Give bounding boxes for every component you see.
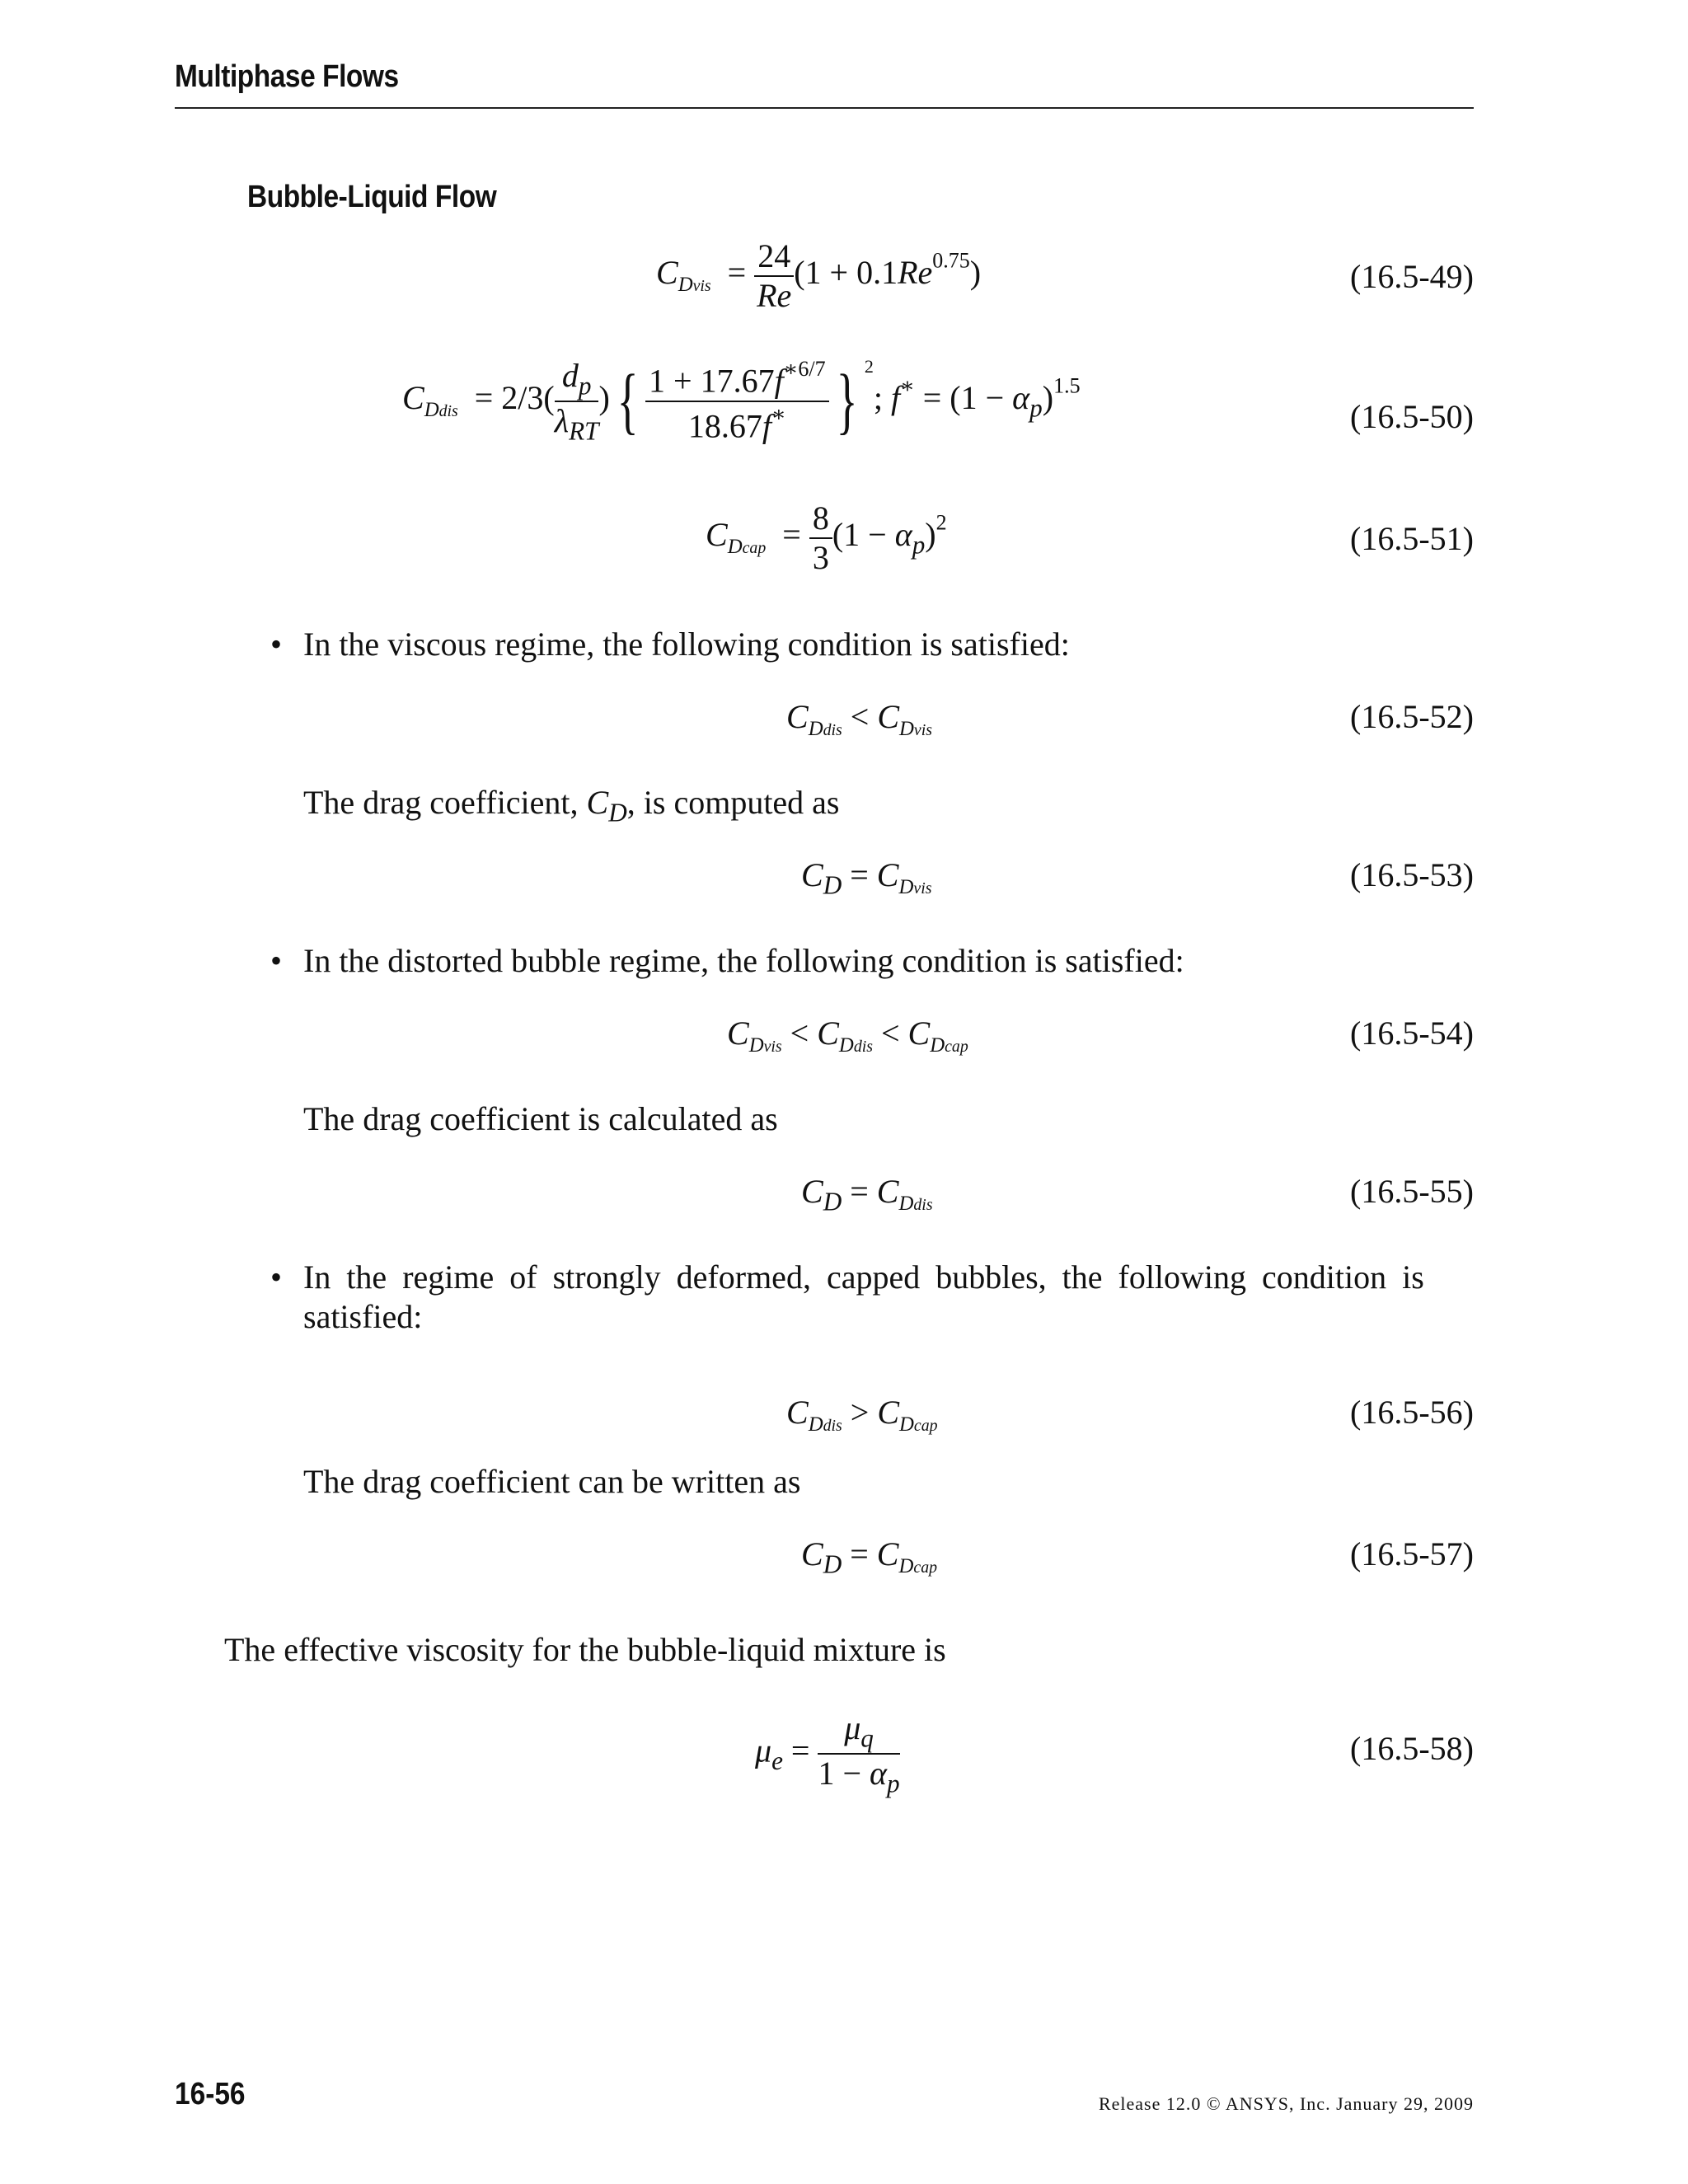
equation-cd-cap: $C_{Dcap}$ = $\frac{8}{3}$ $(1 - \alpha_p)^2$ (706, 499, 947, 576)
equation-number: (16.5-57) (1350, 1535, 1474, 1572)
page-number: 16-56 (175, 2077, 246, 2111)
equation-condition-viscous: $C_{Ddis} < C_{Dvis}$ (786, 698, 932, 740)
equation-number: (16.5-52) (1350, 698, 1474, 735)
bullet-marker: • (270, 626, 283, 663)
bullet-text: In the regime of strongly deformed, capped bubbles, the following condition is (303, 1258, 1424, 1296)
bullet-text: In the distorted bubble regime, the following condition is satisfied: (303, 942, 1184, 979)
bullet-marker: • (270, 1258, 283, 1296)
section-heading: Bubble-Liquid Flow (247, 180, 497, 214)
bullet-text: In the viscous regime, the following condition is satisfied: (303, 626, 1070, 663)
equation-number: (16.5-49) (1350, 258, 1474, 295)
equation-number: (16.5-51) (1350, 520, 1474, 557)
release-info: Release 12.0 © ANSYS, Inc. January 29, 2009 (1098, 2093, 1474, 2114)
running-header: Multiphase Flows (175, 59, 399, 94)
equation-number: (16.5-54) (1350, 1015, 1474, 1052)
equation-number: (16.5-56) (1350, 1394, 1474, 1431)
equation-cd-dis: $C_{Ddis} = 2/3$( $\frac{d_p}{\lambda_{RT}}$ ){ $\frac{1 + 17.67f^{∗6/7}}{18.67f^∗}$ } $^2$; $f^∗ = (1 - \alpha_p)^{1.5}$ (402, 356, 1081, 446)
bullet-text: satisfied: (303, 1298, 423, 1335)
equation-number: (16.5-50) (1350, 398, 1474, 435)
equation-cd-vis: $C_{Dvis}$ = $\frac{24}{Re}$ $(1 + 0.1Re^{0.75})$ (656, 237, 982, 314)
equation-number: (16.5-53) (1350, 856, 1474, 893)
paragraph-text: The drag coefficient is calculated as (303, 1100, 778, 1137)
equation-number: (16.5-58) (1350, 1730, 1474, 1767)
paragraph-text: The effective viscosity for the bubble-liquid mixture is (224, 1631, 946, 1668)
equation-number: (16.5-55) (1350, 1173, 1474, 1210)
equation-cd-distorted: $C_D = C_{Ddis}$ (801, 1173, 933, 1216)
paragraph-text: The drag coefficient can be written as (303, 1463, 801, 1500)
equation-condition-capped: $C_{Ddis} > C_{Dcap}$ (786, 1394, 938, 1436)
equation-cd-capped: $C_D = C_{Dcap}$ (801, 1535, 938, 1579)
equation-cd-viscous: $C_D = C_{Dvis}$ (801, 856, 932, 900)
header-rule (175, 107, 1474, 109)
equation-condition-distorted: $C_{Dvis} < C_{Ddis} < C_{Dcap}$ (727, 1015, 968, 1057)
paragraph-text: The drag coefficient, $C_D$, is computed as (303, 784, 840, 827)
equation-effective-viscosity: $\mu_e$ = $\frac{\mu_q}{1 - \alpha_p}$ (755, 1709, 900, 1798)
bullet-marker: • (270, 942, 283, 979)
